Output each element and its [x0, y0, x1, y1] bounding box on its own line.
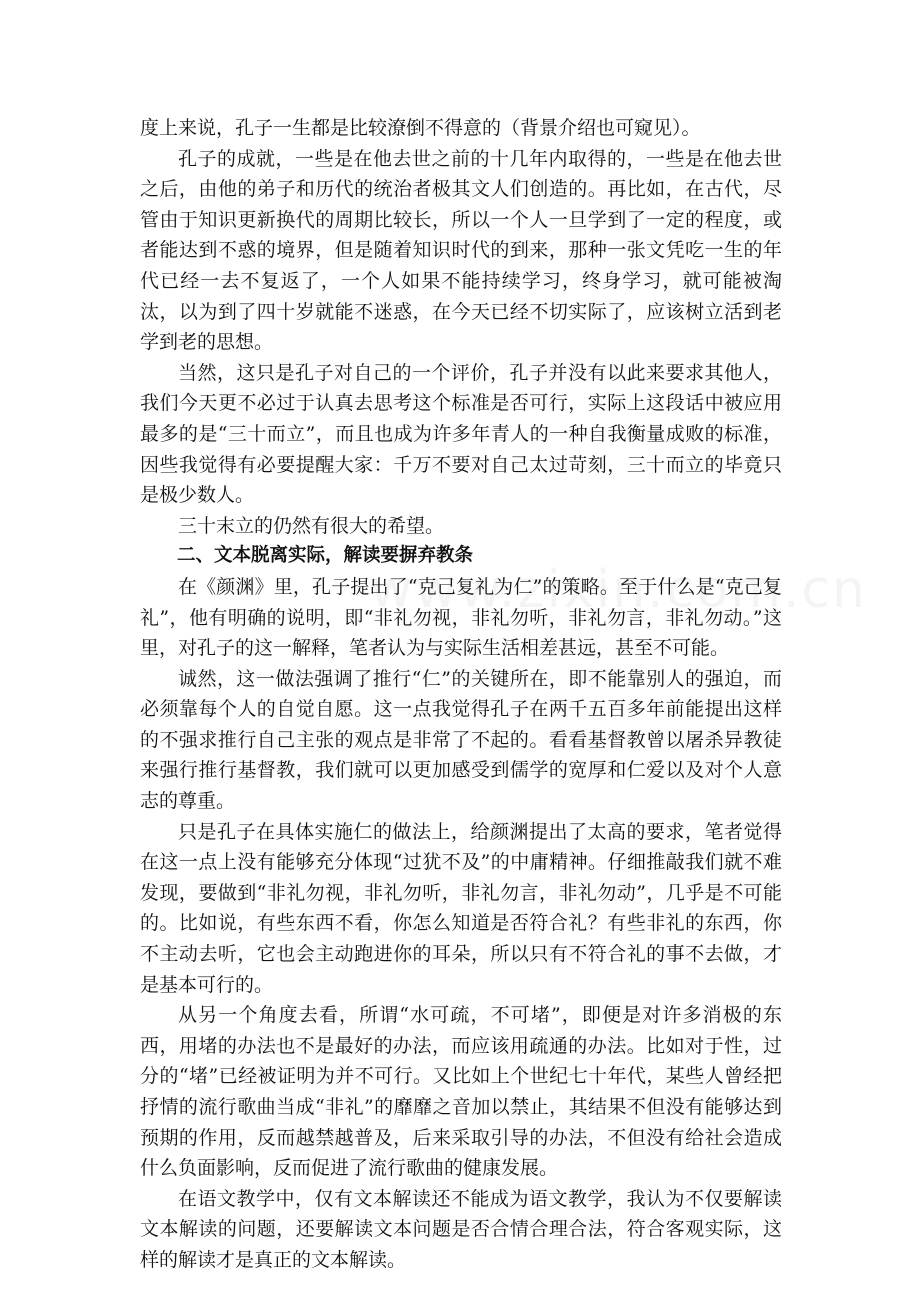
paragraph-1: 度上来说，孔子一生都是比较潦倒不得意的（背景介绍也可窥见）。 — [140, 117, 701, 139]
paragraph-7: 只是孔子在具体实施仁的做法上，给颜渊提出了太高的要求，笔者觉得在这一点上没有能够充分体现“过犹不及”的中庸精神。仔细推敲我们就不难发现，要做到“非礼勿视，非礼勿听，非礼勿言，非礼勿动”，几乎是不可能的。比如说，有些东西不看，你怎么知道是否符合礼？有些非礼的东西，你不主动去听，它也会主动跑进你的耳朵，所以只有不符合礼的事不去做，才是基本可行的。 — [140, 820, 782, 996]
section-heading: 二、文本脱离实际，解读要摒弃教条 — [177, 545, 474, 567]
document-body — [140, 113, 782, 1276]
paragraph-5: 在《颜渊》里，孔子提出了“克己复礼为仁”的策略。至于什么是“克己复礼”，他有明确的说明，即“非礼勿视，非礼勿听，非礼勿言，非礼勿动。”这里，对孔子的这一解释，笔者认为与实际生活相差甚远，甚至不可能。 — [140, 575, 782, 660]
paragraph-9: 在语文教学中，仅有文本解读还不能成为语文教学，我认为不仅要解读文本解读的问题，还要解读文本问题是否合情合理合法，符合客观实际，这样的解读才是真正的文本解读。 — [140, 1187, 782, 1271]
paragraph-8: 从另一个角度去看，所谓“水可疏，不可堵”，即便是对许多消极的东西，用堵的办法也不是最好的办法，而应该用疏通的办法。比如对于性，过分的“堵”已经被证明为并不可行。又比如上个世纪七十年代，某些人曾经把抒情的流行歌曲当成“非礼”的靡靡之音加以禁止，其结果不但没有能够达到预期的作用，反而越禁越普及，后来采取引导的办法，不但没有给社会造成什么负面影响，反而促进了流行歌曲的健康发展。 — [140, 1004, 782, 1180]
paragraph-2: 孔子的成就，一些是在他去世之前的十几年内取得的，一些是在他去世之后，由他的弟子和历代的统治者极其文人们创造的。再比如，在古代，尽管由于知识更新换代的周期比较长，所以一个人一旦学到了一定的程度，或者能达到不惑的境界，但是随着知识时代的到来，那种一张文凭吃一生的年代已经一去不复返了，一个人如果不能持续学习，终身学习，就可能被淘汰，以为到了四十岁就能不迷惑，在今天已经不切实际了，应该树立活到老学到老的思想。 — [140, 147, 782, 354]
paragraph-3: 当然，这只是孔子对自己的一个评价，孔子并没有以此来要求其他人，我们今天更不必过于认真去思考这个标准是否可行，实际上这段话中被应用最多的是“三十而立”，而且也成为许多年青人的一种自我衡量成败的标准，因些我觉得有必要提醒大家：千万不要对自己太过苛刻，三十而立的毕竟只是极少数人。 — [140, 361, 782, 507]
paragraph-6: 诚然，这一做法强调了推行“仁”的关键所在，即不能靠别人的强迫，而必须靠每个人的自觉自愿。这一点我觉得孔子在两千五百多年前能提出这样的不强求推行自己主张的观点是非常了不起的。看看基督教曾以屠杀异教徒来强行推行基督教，我们就可以更加感受到儒学的宽厚和仁爱以及对个人意志的尊重。 — [140, 667, 782, 813]
paragraph-4: 三十末立的仍然有很大的希望。 — [178, 514, 445, 537]
